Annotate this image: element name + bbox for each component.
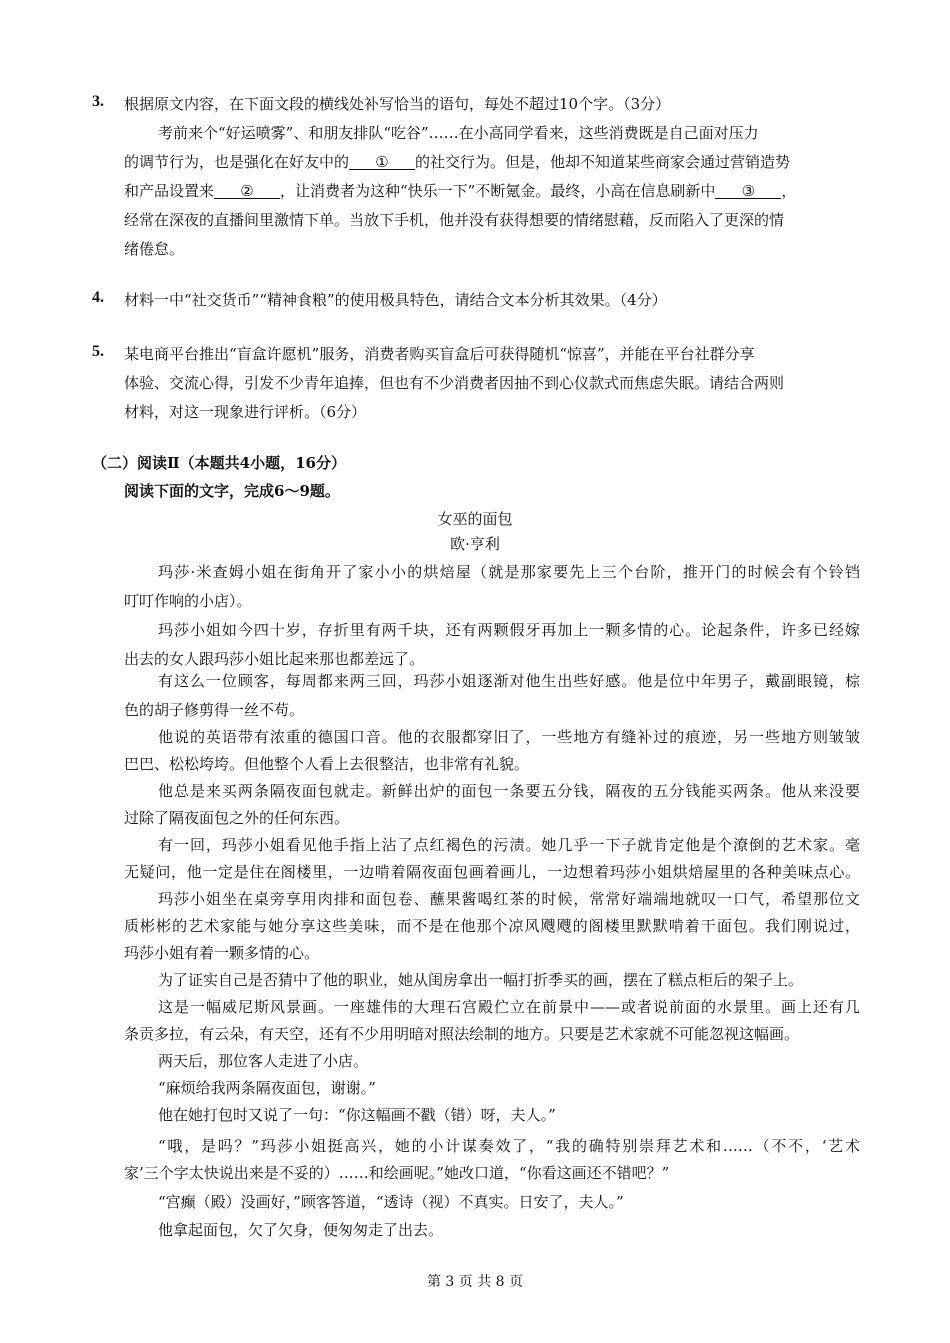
question-3-passage-line-2 — [124, 151, 790, 172]
story-line: 玛莎小姐有着一颗多情的心。 — [124, 944, 320, 962]
story-line: 过除了隔夜面包之外的任何东西。 — [124, 809, 350, 827]
section-header: （二）阅读Ⅱ（本题共4小题，16分） — [92, 454, 346, 472]
story-line: 玛莎·米查姆小姐在街角开了家小小的烘焙屋（就是那家要先上三个台阶，推开门的时候会有个铃铛 — [158, 563, 860, 581]
story-line: 无疑问，他一定是住在阁楼里，一边啃着隔夜面包画着画儿，一边想着玛莎小姐烘焙屋里的各种美味点心。 — [124, 863, 860, 881]
passage-text: 的调节行为，也是强化在好友中的 — [124, 153, 350, 171]
section-instruction: 阅读下面的文字，完成6～9题。 — [124, 482, 340, 500]
story-line: “哦，是吗？”玛莎小姐挺高兴，她的小计谋奏效了，“我的确特别崇拜艺术和……（不不，‘艺术 — [158, 1137, 860, 1155]
fill-blank-3[interactable]: ③ — [715, 184, 781, 199]
passage-text: ， — [781, 182, 797, 200]
story-line: 出去的女人跟玛莎小姐比起来那也都差远了。 — [124, 650, 425, 668]
story-line: 玛莎小姐坐在桌旁享用肉排和面包卷、蘸果酱喝红茶的时候，常常好端端地就叹一口气，希望那位文 — [158, 890, 860, 908]
question-3-number: 3. — [92, 93, 104, 110]
story-line: 质彬彬的艺术家能与她分享这些美味，而不是在他那个凉风飕飕的阁楼里默默啃着干面包。我们刚说过， — [124, 917, 860, 935]
story-line: 有这么一位顾客，每周都来两三回，玛莎小姐逐渐对他生出些好感。他是位中年男子，戴副眼镜，棕 — [158, 672, 860, 690]
fill-blank-2[interactable]: ② — [214, 184, 280, 199]
question-5-number: 5. — [92, 343, 104, 360]
story-title: 女巫的面包 — [437, 510, 513, 528]
story-line: 他总是来买两条隔夜面包就走。新鲜出炉的面包一条要五分钱，隔夜的五分钱能买两条。他从来没要 — [158, 782, 860, 800]
story-line: 他在她打包时又说了一句：“你这幅画不戳（错）呀，夫人。” — [158, 1106, 556, 1124]
story-line: 为了证实自己是否猜中了他的职业，她从闺房拿出一幅打折季买的画，摆在了糕点柜后的架子上。 — [158, 971, 804, 989]
page-footer: 第 3 页 共 8 页 — [426, 1274, 524, 1290]
story-line: 有一回，玛莎小姐看见他手指上沾了点红褐色的污渍。她几乎一下子就肯定他是个潦倒的艺术家。毫 — [158, 836, 860, 854]
passage-text: 和产品设置来 — [124, 182, 215, 200]
question-5-line-1: 某电商平台推出“盲盒许愿机”服务，消费者购买盲盒后可获得随机“惊喜”，并能在平台社群分享 — [124, 345, 755, 363]
story-line: 家’三个字太快说出来是不妥的）……和绘画呢。”她改口道，“你看这画还不错吧？” — [124, 1164, 670, 1182]
story-line: “宫癫（殿）没画好，”顾客答道，“透诗（视）不真实。日安了，夫人。” — [158, 1193, 624, 1211]
question-5-line-2: 体验、交流心得，引发不少青年追捧，但也有不少消费者因抽不到心仪款式而焦虑失眠。请结合两则 — [124, 374, 785, 392]
question-3-passage-line-1: 考前来个“好运喷雾”、和朋友排队“吃谷”……在小高同学看来，这些消费既是自己面对压力 — [158, 124, 759, 142]
story-line: 玛莎小姐如今四十岁，存折里有两千块，还有两颗假牙再加上一颗多情的心。论起条件，许多已经嫁 — [158, 621, 860, 639]
story-line: 这是一幅威尼斯风景画。一座雄伟的大理石宫殿伫立在前景中——或者说前面的水景里。画上还有几 — [158, 998, 860, 1016]
question-3-stem: 根据原文内容，在下面文段的横线处补写恰当的语句，每处不超过10个字。（3分） — [124, 95, 671, 113]
story-line: 巴巴、松松垮垮。但他整个人看上去很整洁，也非常有礼貌。 — [124, 755, 530, 773]
story-line: 他拿起面包，欠了欠身，便匆匆走了出去。 — [158, 1221, 444, 1239]
story-line: 他说的英语带有浓重的德国口音。他的衣服都穿旧了，一些地方有缝补过的痕迹，另一些地方则皱皱 — [158, 728, 860, 746]
question-5-line-3: 材料，对这一现象进行评析。（6分） — [124, 403, 367, 421]
story-line: “麻烦给我两条隔夜面包，谢谢。” — [158, 1079, 376, 1097]
question-3-passage-line-3 — [124, 180, 796, 201]
story-author: 欧·亨利 — [450, 535, 500, 553]
question-3-passage-line-5: 绪倦怠。 — [124, 240, 185, 258]
question-4-number: 4. — [92, 289, 104, 306]
story-line: 叮叮作响的小店）。 — [124, 592, 252, 610]
story-line: 色的胡子修剪得一丝不苟。 — [124, 701, 305, 719]
story-line: 两天后，那位客人走进了小店。 — [158, 1052, 369, 1070]
story-line: 条贡多拉，有云朵，有天空，还有不少用明暗对照法绘制的地方。只要是艺术家就不可能忽视这幅画。 — [124, 1025, 800, 1043]
question-3-passage-line-4: 经常在深夜的直播间里激情下单。当放下手机，他并没有获得想要的情绪慰藉，反而陷入了更深的情 — [124, 211, 785, 229]
passage-text: ，让消费者为这种“快乐一下”不断氪金。最终，小高在信息刷新中 — [280, 182, 716, 200]
question-4-text: 材料一中“社交货币”“精神食粮”的使用极具特色，请结合文本分析其效果。（4分） — [124, 291, 667, 309]
passage-text: 的社交行为。但是，他却不知道某些商家会通过营销造势 — [415, 153, 791, 171]
fill-blank-1[interactable]: ① — [349, 155, 415, 170]
